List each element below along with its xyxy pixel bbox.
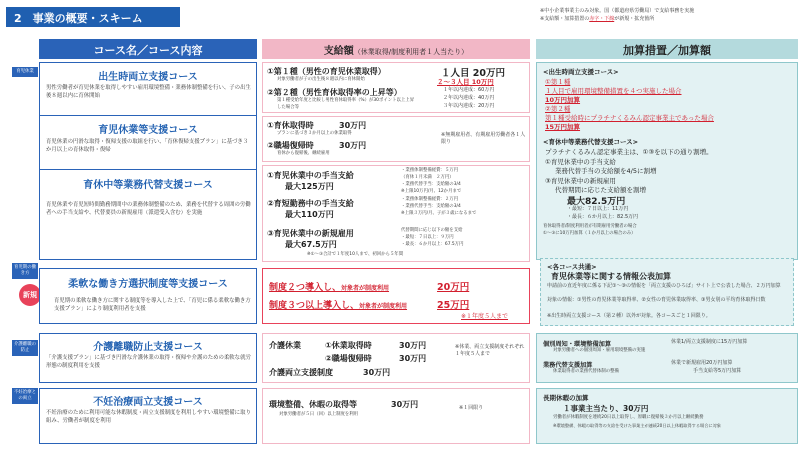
amount-care-take-value: 30万円 [399, 341, 427, 350]
amount-return-back-note: 育休から復帰後、継続雇用 [277, 151, 330, 156]
new-badge: 新規 [19, 284, 41, 306]
amount-box-birth [262, 62, 530, 113]
course-title-return: 育児休業等支援コース [98, 125, 198, 136]
bonus-birth-l3: 10万円加算 [545, 96, 581, 104]
course-desc-care: 「介護支援プラン」に基づき円滑な介護休業の取得・復帰や介護のための柔軟な就労形態の制度利用を支援 [46, 355, 251, 369]
note-1: ※中小企業事業主のみ対象。国（都道府県労働局）で支給事務を実施 [540, 8, 695, 14]
bonus-care-l2a: 業務代替支援加算 [543, 362, 593, 369]
amount-sub-c-label: ③育児休業中の新規雇用 [267, 229, 354, 238]
bonus-care-l2d: 休業取得者の業務代替体制の整備 [553, 369, 619, 374]
amount-box-care [262, 333, 530, 383]
amount-sub-d1: ・業務体制整備経費：５万円 [401, 168, 459, 173]
amount-birth-second-label: ②第２種（男性育休取得率の上昇等） [267, 88, 402, 97]
bonus-inf-l4: ※環境整備、休暇の取得等の支給を受けた事業主が連続20日以上休暇取得する場合に対象 [553, 423, 721, 428]
bonus-sub-l2: ①育児休業中の手当支給 [545, 158, 616, 166]
course-title-birth: 出生時両立支援コース [98, 72, 198, 83]
amount-flex-note: ※１年度５人まで [461, 313, 509, 320]
amount-return-take-value: 30万円 [339, 121, 367, 130]
amount-inf-value: 30万円 [391, 400, 419, 409]
amount-care-kyugyo: 介護休業 [269, 341, 301, 350]
side-label-ikuji: 育児休業 [12, 67, 38, 77]
amount-sub-d8: 代替期間に応じ以下の額を支給 [401, 228, 463, 233]
amount-sub-d5: ・業務体制整備経費：２万円 [401, 197, 459, 202]
bonus-birth-l5: 第１種受給時にプラチナくるみん認定事業主であった場合 [545, 114, 714, 122]
bonus-birth-l2: １人目で雇用環境整備措置を４つ実施した場合 [545, 87, 682, 95]
amount-return-take-label: ①育休取得時 [267, 121, 314, 130]
bonus-common-head: <各コース共通> [547, 263, 597, 271]
amount-inf-label: 環境整備、休暇の取得等 [269, 400, 357, 409]
bonus-care-l1c: 対象労働者への個別周知・雇用環境整備の実施 [553, 348, 646, 353]
bonus-care-l1a: 個別周知・環境整備加算 [543, 341, 612, 348]
amount-birth-first-value: １人目 20万円 [441, 68, 506, 79]
amount-birth-second-note: 第１種受給年度と比較し男性育休取得率（%）が30ポイント以上上昇した場合等 [277, 98, 415, 110]
amount-sub-d9: ・最短：７日以上：９万円 [401, 235, 454, 240]
amount-care-system-value: 30万円 [363, 368, 391, 377]
bonus-inf-l1: 長期休暇の加算 [543, 394, 589, 402]
bonus-box-common [540, 258, 794, 326]
column-header-course: コース名／コース内容 [39, 39, 257, 59]
amount-birth-second-r2: ２年以内達成：40万円 [443, 95, 495, 101]
bonus-care-l1b: 休業1/両立支援制度に15万円加算 [671, 339, 748, 345]
amount-sub-b-value: 最大110万円 [285, 210, 334, 219]
bonus-box-care [536, 333, 798, 383]
amount-sub-d6: ・業務代替手当：支給額の3/4 [401, 204, 461, 209]
bonus-care-l2b: 休業で新規雇用20万円加算 [671, 360, 733, 366]
divider [40, 115, 256, 116]
bonus-sub-l9: 育休取得者/制度利用者が有期雇用労働者の場合 [543, 224, 637, 229]
side-label-ryoritsu: 育児期の働き方 [12, 263, 38, 279]
amount-birth-first-value2: ２～３人目 10万円 [437, 78, 494, 86]
bonus-box-ikuji [536, 62, 798, 260]
course-group-ikuji [39, 62, 257, 260]
amount-flex-line1: 制度２つ導入し、対象者が制度利用 [269, 283, 390, 293]
amount-flex-value2: 25万円 [437, 300, 470, 311]
column-header-bonus: 加算措置／加算額 [536, 39, 798, 59]
bonus-common-body2: 対象の情報：①男性の育児休業等取得率、②女性の育児休業取得率、③男女別の平均育休取得日数 [547, 297, 766, 303]
amount-box-substitute [262, 165, 530, 262]
bonus-sub-l3: 業務代替手当の支給額を4/5に割増 [555, 167, 657, 175]
bonus-common-title: 育児休業等に関する情報公表加算 [551, 272, 671, 281]
amount-birth-second-r3: ３年以内達成：20万円 [443, 103, 495, 109]
amount-inf-note: 対象労働者が５日（回）以上制度を利用 [279, 412, 359, 417]
course-box-infertility [39, 388, 257, 444]
course-box-flex [39, 268, 257, 324]
course-desc-birth: 男性労働者が育児休業を取得しやすい雇用環境整備・業務体制整備を行い、子の出生後８週以内に育休開始 [46, 85, 251, 99]
bonus-sub-l7: ・最短：７日以上：11万円 [567, 206, 629, 212]
amount-return-take-note: プランに基づき３か月以上の休業取得 [277, 131, 352, 136]
course-desc-infertility: 不妊治療のために利用可能な休暇制度・両立支援制度を利用しやすい環境整備に取り組み、労働者が制度を利用 [46, 410, 251, 424]
amount-care-system: 介護両立支援制度 [269, 368, 333, 377]
amount-care-back: ②職場復帰時 [325, 354, 372, 363]
amount-sub-c-note: ※①～③合計で１年度10人まで、初回から５年間 [307, 252, 404, 257]
course-desc-flex: 育児期の柔軟な働き方に関する制度等を導入した上で、「育児に係る柔軟な働き方支援プラン」により制度利用者を支援 [54, 298, 251, 312]
bonus-inf-l2: １事業主当たり、30万円 [563, 404, 649, 413]
amount-birth-second-r1: １年以内達成：60万円 [443, 87, 495, 93]
course-title-care: 介護離職防止支援コース [93, 342, 203, 353]
amount-box-infertility [262, 388, 530, 444]
side-label-kaigo: 介護離職の防止 [12, 340, 38, 356]
amount-sub-d3: ・業務代替手当：支給額の3/4 [401, 182, 461, 187]
bonus-sub-l6: 最大82.5万円 [567, 197, 626, 207]
bonus-sub-l4: ③育児休業中の新規雇用 [545, 177, 616, 185]
amount-box-flex [262, 268, 530, 324]
bonus-inf-l3: 労働者が休暇制度を連続20日以上取得し、原職に復帰後３か月以上継続勤務 [553, 415, 704, 420]
bonus-sub-l10: ①～③に10万円加算（１か月以上の場合のみ） [543, 231, 636, 236]
amount-birth-first-note: 対象労働者が子の出生後８週以内に育休開始 [277, 77, 365, 82]
course-desc-return: 育児休業の円滑な取得・復帰支援の取組を行い、「育休復帰支援プラン」に基づき３か月以上の育休取得・復帰 [46, 139, 249, 153]
header-notes [540, 8, 798, 23]
course-title-infertility: 不妊治療両立支援コース [93, 397, 203, 408]
bonus-birth-l4: ②第２種 [545, 105, 571, 113]
amount-sub-d4: ※上限10万円/月、12か月まで [401, 189, 462, 194]
divider [40, 169, 256, 170]
amount-return-side-note: ※無期雇用者、有期雇用労働者各１人限り [441, 132, 526, 145]
amount-box-return [262, 116, 530, 162]
amount-sub-a-value: 最大125万円 [285, 182, 334, 191]
course-box-care [39, 333, 257, 383]
amount-care-take: ①休業取得時 [325, 341, 372, 350]
bonus-common-body3: ※出生時両立支援コース（第２種）以外が対象。各コースごと１回限り。 [547, 313, 711, 319]
note-2: ※支給額・加算措置の赤字・下線が新規・拡充箇所 [540, 15, 655, 22]
bonus-box-infertility [536, 388, 798, 444]
course-title-flex: 柔軟な働き方選択制度等支援コース [68, 279, 228, 290]
bonus-birth-l1: ①第１種 [545, 78, 571, 86]
bonus-sub-head: <育休中等業務代替支援コース> [543, 138, 639, 146]
amount-sub-c-value: 最大67.5万円 [285, 240, 337, 249]
column-header-amount: 支給額（休業取得/制度利用者１人当たり） [262, 39, 530, 59]
bonus-birth-l6: 15万円加算 [545, 123, 581, 131]
amount-sub-a-label: ①育児休業中の手当支給 [267, 171, 354, 180]
bonus-sub-l5: 代替期間に応じた支給額を割増 [555, 186, 646, 194]
amount-flex-value1: 20万円 [437, 282, 470, 293]
amount-sub-d10: ・最長：６か月以上：67.5万円 [401, 242, 464, 247]
amount-sub-b-label: ②育短勤務中の手当支給 [267, 199, 354, 208]
amount-sub-d2: （育休１月未満 ２万円） [401, 175, 454, 180]
amount-return-back-label: ②職場復帰時 [267, 141, 314, 150]
bonus-sub-l1: プラチナくるみん認定事業主は、①③を以下の通り割増。 [545, 148, 713, 156]
amount-care-back-value: 30万円 [399, 354, 427, 363]
course-title-substitute: 育休中等業務代替支援コース [83, 180, 213, 191]
bonus-common-body: 申請前の直近年度に係る下記①～③の情報を「両立支援のひろば」サイト上で公表した場合、２万円加算 [547, 283, 781, 289]
bonus-birth-head: <出生時両立支援コース> [543, 68, 619, 76]
amount-sub-d7: ※上限３万円/月、子が３歳になるまで [401, 211, 477, 216]
amount-flex-line2: 制度３つ以上導入し、対象者が制度利用 [269, 301, 408, 311]
side-label-funin: 不妊治療との両立 [12, 388, 38, 404]
amount-inf-side: ※１回限り [459, 405, 484, 411]
page-title: 2 事業の概要・スキーム [6, 7, 180, 27]
bonus-sub-l8: ・最長：６か月以上：82.5万円 [567, 214, 639, 220]
amount-birth-first-label: ①第１種（男性の育児休業取得） [267, 67, 386, 76]
amount-return-back-value: 30万円 [339, 141, 367, 150]
course-desc-substitute: 育児休業や育児短時間勤務期間中の業務体制整備のため、業務を代替する周囲の労働者への手当支給や、代替要員の新規雇用（派遣受入含む）を実施 [46, 202, 251, 216]
bonus-care-l2c: 手当支給等5万円加算 [693, 368, 742, 374]
amount-care-side: ※休業、両立支援制度それぞれ１年度５人まで [455, 344, 525, 357]
